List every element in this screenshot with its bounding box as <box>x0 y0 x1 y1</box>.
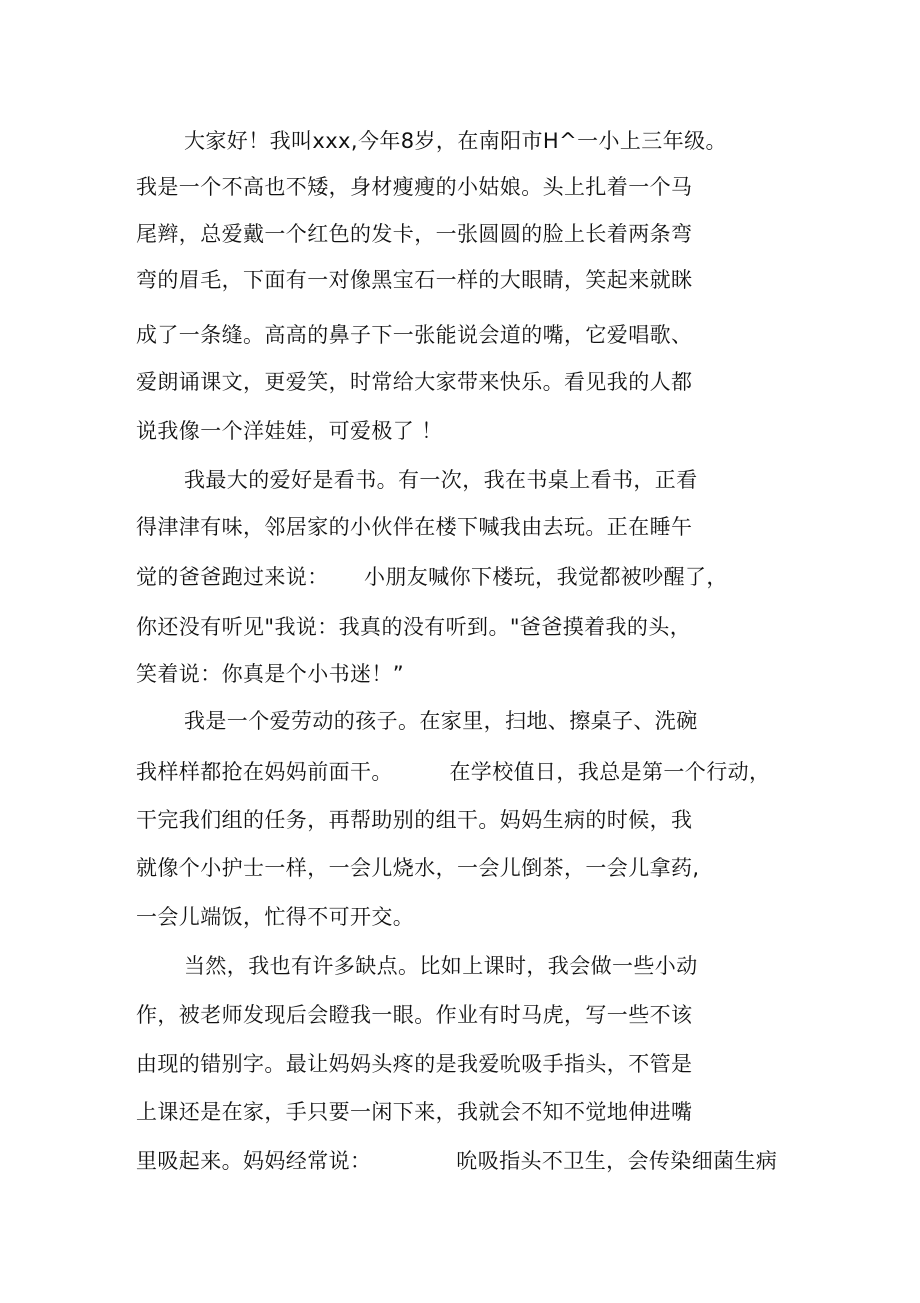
text-line: 我最大的爱好是看书。有一次，我在书桌上看书，正看 <box>184 468 698 492</box>
text-line: 由现的错别字。最让妈妈头疼的是我爱吮吸手指头，不管是 <box>136 1052 693 1076</box>
text-line: 大家好！我叫xxx,今年8岁，在南阳市H^一小上三年级。 <box>184 129 727 153</box>
text-line: 弯的眉毛，下面有一对像黑宝石一样的大眼睛，笑起来就眯 <box>136 268 693 292</box>
text-line: 笑着说：你真是个小书迷！” <box>136 662 405 686</box>
text-line: 得津津有味，邻居家的小伙伴在楼下喊我由去玩。正在睡午 <box>136 515 693 539</box>
text-line: 你还没有听见"我说：我真的没有听到。"爸爸摸着我的头， <box>136 615 692 639</box>
text-line: 作，被老师发现后会瞪我一眼。作业有时马虎，写一些不该 <box>136 1003 693 1027</box>
text-line: 尾辫，总爱戴一个红色的发卡，一张圆圆的脸上长着两条弯 <box>136 222 693 246</box>
text-line: 就像个小护士一样，一会儿烧水，一会儿倒茶，一会儿拿药, <box>136 856 700 880</box>
text-line: 我样样都抢在妈妈前面干。 在学校值日，我总是第一个行动， <box>136 760 771 784</box>
text-line: 我是一个爱劳动的孩子。在家里，扫地、擦桌子、洗碗 <box>184 709 698 733</box>
text-line: 干完我们组的任务，再帮助别的组干。妈妈生病的时候，我 <box>136 808 693 832</box>
text-line: 成了一条缝。高高的鼻子下一张能说会道的嘴，它爱唱歌、 <box>136 323 693 347</box>
text-line: 里吸起来。妈妈经常说： 吮吸指头不卫生，会传染细菌生病 <box>136 1149 778 1173</box>
text-line: 当然，我也有许多缺点。比如上课时，我会做一些小动 <box>184 954 698 978</box>
text-line: 一会儿端饭，忙得不可开交。 <box>136 905 415 929</box>
text-line: 觉的爸爸跑过来说： 小朋友喊你下楼玩，我觉都被吵醒了， <box>136 565 728 589</box>
text-line: 我是一个不高也不矮，身材瘦瘦的小姑娘。头上扎着一个马 <box>136 175 693 199</box>
text-line: 说我像一个洋娃娃，可爱极了 ！ <box>136 419 443 443</box>
text-line: 爱朗诵课文，更爱笑，时常给大家带来快乐。看见我的人都 <box>136 370 693 394</box>
text-line: 上课还是在家，手只要一闲下来，我就会不知不觉地伸进嘴 <box>136 1100 693 1124</box>
